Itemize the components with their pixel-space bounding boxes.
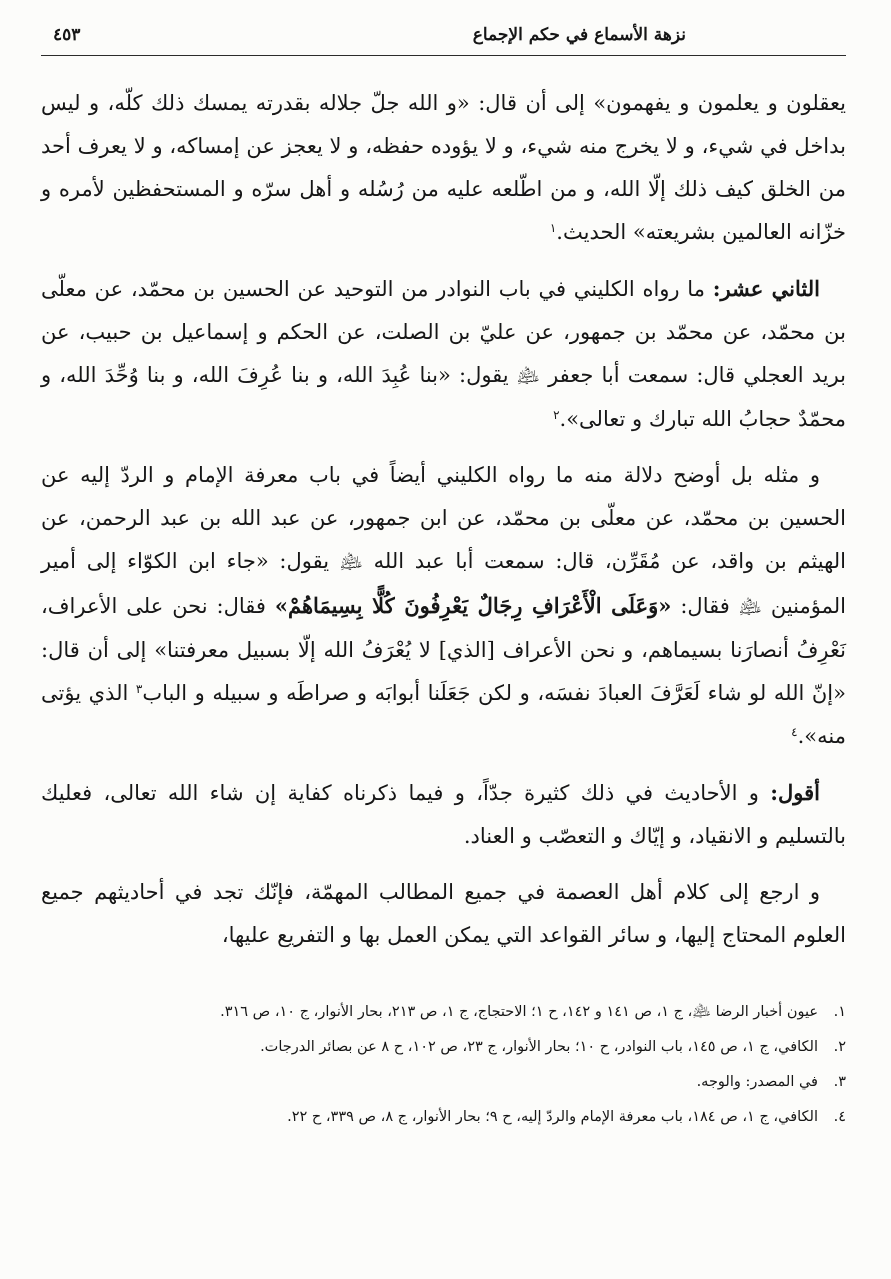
paragraph xyxy=(41,771,846,858)
text-segment: يقول: «بنا عُبِدَ الله، و بنا عُرِفَ الله، و بنا وُحِّدَ الله، و محمّدٌ حجابُ الله تبارك و تعالى». xyxy=(41,363,846,431)
footnote xyxy=(41,995,846,1030)
text-segment: و ارجع إلى كلام أهل العصمة في جميع المطالب المهمّة، فإنّك تجد في أحاديثهم جميع العلوم المحتاج إليها، و سائر القواعد التي يمكن العمل بها و التفريع عليها، xyxy=(41,880,846,947)
footnote-text: عيون أخبار الرضا ﵇، ج ١، ص ١٤١ و ١٤٢، ح ١؛ الاحتجاج، ج ١، ص ٢١٣، بحار الأنوار، ج ١٠، ص ٣١٦. xyxy=(220,1004,818,1020)
text-segment: فقال: نحن على الأعراف، نَعْرِفُ أنصارَنا بسيماهم، و نحن الأعراف [الذي] لا يُعْرَفُ الله إلّا بسبيل معرفتنا» إلى أن قال: «إنّ الله لو شاء لَعَرَّفَ العبادَ نفسَه، و لكن جَعَلَنا أبوابَه و صراطَه و سبيله و الباب xyxy=(41,594,846,705)
text-segment: يعقلون و يعلمون و يفهمون» إلى أن قال: «و الله جلّ جلاله بقدرته يمسك ذلك كلّه، و ليس بداخل في شيء، و لا يخرج منه شيء، و لا يؤوده حفظه، و لا يعجز عن إمساكه، و لا يعرف أحد من الخلق كيف ذلك إلّا الله، و من اطّلعه عليه من رُسُله و أهل سرّه و المستحفظين لأمره و خزّانه العالمين بشريعته» الحديث. xyxy=(41,91,846,244)
honorific-symbol: ﵇ xyxy=(516,366,540,387)
page-header xyxy=(41,24,846,56)
text-segment: الذي يؤتى منه». xyxy=(41,681,846,748)
footnote-number: ٢. xyxy=(833,1039,846,1055)
footnote-text: في المصدر: والوجه. xyxy=(696,1074,818,1090)
quran-quote: «وَعَلَى الْأَعْرَافِ رِجَالٌ يَعْرِفُونَ كُلًّا بِسِيمَاهُمْ» xyxy=(274,593,672,618)
footnote xyxy=(41,1100,846,1135)
book-title: نزهة الأسماع في حكم الإجماع xyxy=(472,25,686,45)
footnote-number: ٤. xyxy=(833,1109,846,1125)
paragraph-lead: أقول: xyxy=(770,780,820,805)
footnote-number: ٣. xyxy=(833,1074,846,1090)
paragraph xyxy=(41,267,846,441)
footnotes xyxy=(41,995,846,1135)
text-segment: ما رواه الكليني في باب النوادر من التوحيد عن الحسين بن محمّد، عن معلّى بن محمّد، عن محمّد بن جمهور، عن عليّ بن الصلت، عن الحكم و إسماعيل بن حبيب، عن بريد العجلي قال: سمعت أبا جعفر xyxy=(41,277,846,387)
footnote-marker: ١ xyxy=(549,221,557,235)
paragraph xyxy=(41,454,846,758)
text-segment: فقال: xyxy=(671,594,739,618)
footnote-number: ١. xyxy=(833,1004,846,1020)
footnote-marker: ٢ xyxy=(553,408,560,422)
footnote-text: الكافي، ج ١، ص ١٨٤، باب معرفة الإمام والردّ إليه، ح ٩؛ بحار الأنوار، ج ٨، ص ٣٣٩، ح ٢٢. xyxy=(287,1109,818,1125)
footnote-text: الكافي، ج ١، ص ١٤٥، باب النوادر، ح ١٠؛ بحار الأنوار، ج ٢٣، ص ١٠٢، ح ٨ عن بصائر الدرجات. xyxy=(260,1039,818,1055)
footnote-marker: ٤ xyxy=(791,725,798,739)
text-segment: يقول: «جاء ابن الكوّاء إلى أمير المؤمنين xyxy=(41,549,846,618)
paragraph-lead: الثاني عشر: xyxy=(712,276,821,301)
honorific-symbol: ﵇ xyxy=(339,552,363,573)
body-paragraphs xyxy=(41,82,846,970)
paragraph xyxy=(41,82,846,254)
footnote xyxy=(41,1065,846,1100)
footnote xyxy=(41,1030,846,1065)
honorific-symbol: ﵇ xyxy=(738,597,762,618)
page-number: ٤٥٣ xyxy=(53,25,81,45)
text-segment: و مثله بل أوضح دلالة منه ما رواه الكليني أيضاً في باب معرفة الإمام و الردّ إليه عن الحسين بن محمّد، عن معلّى بن محمّد، عن ابن جمهور، عن عبد الله بن عبد الرحمن، عن الهيثم بن واقد، عن مُقَرِّن، قال: سمعت أبا عبد الله xyxy=(41,463,846,573)
paragraph xyxy=(41,871,846,957)
text-segment: و الأحاديث في ذلك كثيرة جدّاً، و فيما ذكرناه كفاية إن شاء الله تعالى، فعليك بالتسليم و الانقياد، و إيّاك و التعصّب و العناد. xyxy=(41,781,846,848)
footnote-marker: ٣ xyxy=(135,682,143,696)
